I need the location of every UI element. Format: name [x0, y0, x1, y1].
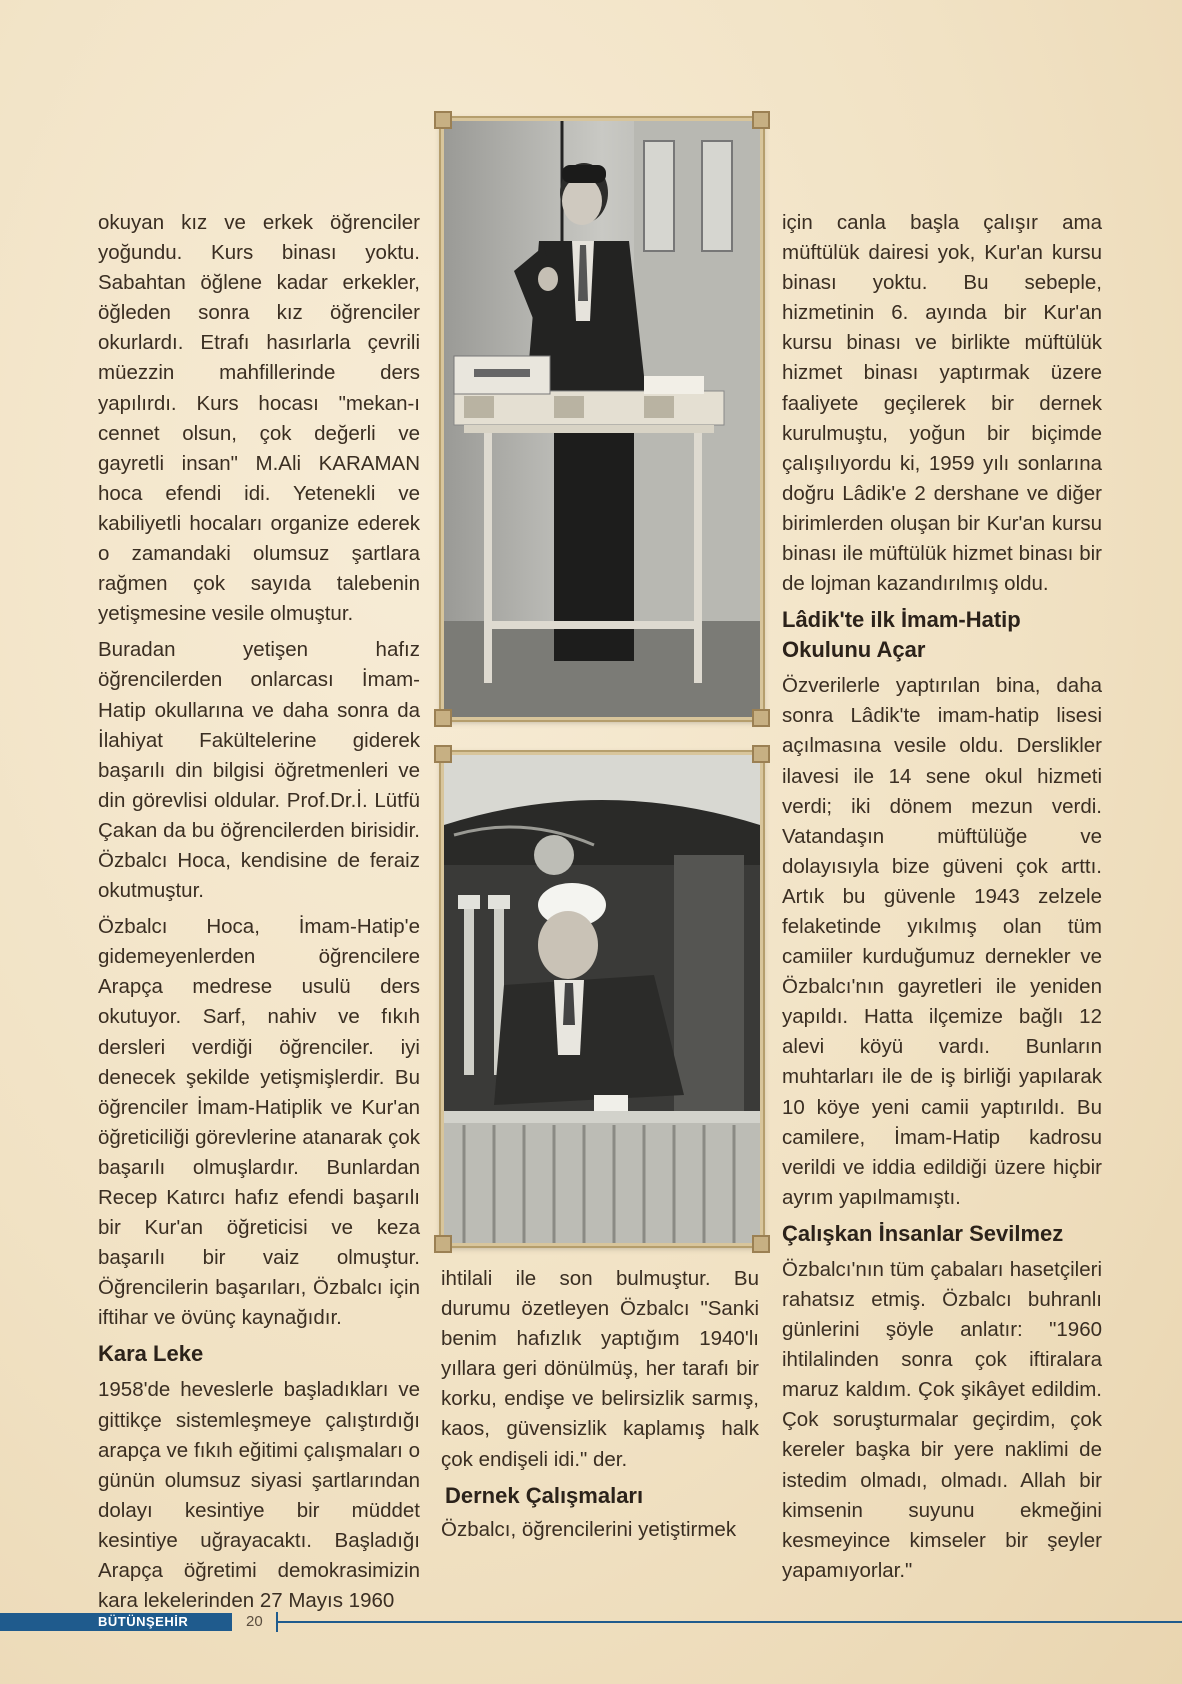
body-paragraph: Özbalcı'nın tüm çabaları hasetçileri rahatsız etmiş. Özbalcı buhranlı günlerini şöyle anlatır: "1960 ihtilalinden sonra çok iftiralara maruz kaldım. Çok şikâyet edildim. Çok soruşturmalar geçirdim, çok kereler başka bir yere naklimi de istedim olmadı, olmadı. Allah bir kimsenin suyunu ekmeğini kesmeyince kimseler bir şeyler yapamıyorlar." — [782, 1257, 1102, 1582]
photo-corner-ornament — [752, 709, 770, 727]
section-heading-caliskan: Çalışkan İnsanlar Sevilmez — [782, 1220, 1064, 1246]
speaker-photo-illustration — [444, 121, 760, 717]
preacher-photo-illustration — [444, 755, 760, 1243]
photo-speaker-microphone — [441, 118, 763, 720]
magazine-brand: BÜTÜNŞEHİR — [98, 1614, 189, 1629]
body-paragraph: Özverilerle yaptırılan bina, daha sonra Lâdik'te imam-hatip lisesi açılmasına vesile oldu. Derslikler ilavesi ile 14 sene okul hizmeti verdi; iki dönem mezun verdi. Vatandaşın müftülüğe ve dolayısıyla bize güveni çok arttı. Artık bu güvenle 1943 zelzele felaketinde yıkılmış olan tüm camiiler kurduğumuz dernekler ve Özbalcı'nın gayretleri ile yeniden yapıldı. Hatta ilçemize bağlı 12 alevi köyü vardı. Bunların muhtarları ile de iş birliği yapılarak 10 köye yeni camii yaptırıldı. Bu camilere, İmam-Hatip kadrosu verildi ve iddia edildiği üzere hiçbir ayrım yapılmamıştı. — [782, 674, 1102, 1209]
middle-column — [441, 1264, 759, 1551]
photo-corner-ornament — [434, 709, 452, 727]
body-paragraph: okuyan kız ve erkek öğrenciler yoğundu. Kurs binası yoktu. Sabahtan öğlene kadar erkekler, öğleden sonra kız öğrenciler okurlardı. Etrafı hasırlarla çevrili müezzin mahfillerinde ders yapılırdı. Kurs hocası "mekan-ı cennet olsun, çok değerli ve gayretli insan" M.Ali KARAMAN hoca efendi idi. Yetenekli ve kabiliyetli hocaları organize ederek o zamandaki olumsuz şartlara rağmen çok sayıda talebenin yetişmesine vesile olmuştur. — [98, 211, 420, 626]
body-paragraph: Özbalcı, öğrencilerini yetiştirmek — [441, 1517, 737, 1541]
body-paragraph: Özbalcı Hoca, İmam-Hatip'e gidemeyenlerden öğrencilere Arapça medrese usulü ders okutuyor. Sarf, nahiv ve fıkıh dersleri verdiği öğrenciler. iyi denecek şekilde yetişmişlerdir. Bu öğrenciler İmam-Hatiplik ve Kur'an öğreticiliği görevlerine atanarak çok başarılı olmuşlardır. Bunlardan Recep Katırcı hafız efendi başarılı bir Kur'an öğreticisi ve keza başarılı bir vaiz olmuştur. Öğrencilerin başarıları, Özbalcı için iftihar ve övünç kaynağıdır. — [98, 915, 420, 1330]
page-number: 20 — [246, 1613, 263, 1630]
left-column — [98, 208, 420, 1622]
photo-corner-ornament — [434, 111, 452, 129]
body-paragraph: için canla başla çalışır ama müftülük dairesi yok, Kur'an kursu binası yoktu. Bu sebeple, hizmetinin 6. ayında bir Kur'an kursu binası ve birlikte müftülük hizmet binası yaptırmak üzere faaliyete geçilerek bir dernek kurulmuştu, yoğun bir biçimde çalışılıyordu ki, 1959 yılı sonlarına doğru Lâdik'e 2 dershane ve diğer birimlerden oluşan bir Kur'an kursu binası ile müftülük hizmet binası bir de lojman kazandırılmış oldu. — [782, 211, 1102, 596]
photo-corner-ornament — [752, 1235, 770, 1253]
photo-corner-ornament — [434, 745, 452, 763]
section-heading-ladik: Lâdik'te ilk İmam-Hatip Okulunu Açar — [782, 607, 1021, 663]
section-heading-dernek: Dernek Çalışmaları — [445, 1482, 644, 1508]
photo-preacher-mosque — [441, 752, 763, 1246]
photo-corner-ornament — [752, 111, 770, 129]
photo-corner-ornament — [434, 1235, 452, 1253]
page-footer — [0, 1610, 1182, 1634]
body-paragraph: Buradan yetişen hafız öğrencilerden onlarcası İmam-Hatip okullarına ve daha sonra da İlahiyat Fakültelerine giderek başarılı din bilgisi öğretmenleri ve din görevlisi oldular. Prof.Dr.İ. Lütfü Çakan da bu öğrencilerden birisidir. Özbalcı Hoca, kendisine de feraiz okutmuştur. — [98, 638, 420, 903]
body-paragraph: ihtilali ile son bulmuştur. Bu durumu özetleyen Özbalcı "Sanki benim hafızlık yaptığım 1940'lı yıllara geri dönülmüş, her tarafı bir korku, endişe ve belirsizlik sarmış, kaos, güvensizlik kaplamış halk çok endişeli idi." der. — [441, 1267, 759, 1471]
body-paragraph: 1958'de heveslerle başladıkları ve gittikçe sistemleşmeye çalıştırdığı arapça ve fıkıh eğitimi çalışmaları o günün olumsuz siyasi şartlarından dolayı kesintiye bir müddet kesintiye uğrayacaktı. Başladığı Arapça öğretimi demokrasimizin kara lekelerinden 27 Mayıs 1960 — [98, 1378, 420, 1613]
footer-rule — [276, 1621, 1182, 1623]
right-column — [782, 208, 1102, 1592]
section-heading-kara-leke: Kara Leke — [98, 1341, 204, 1367]
photo-corner-ornament — [752, 745, 770, 763]
